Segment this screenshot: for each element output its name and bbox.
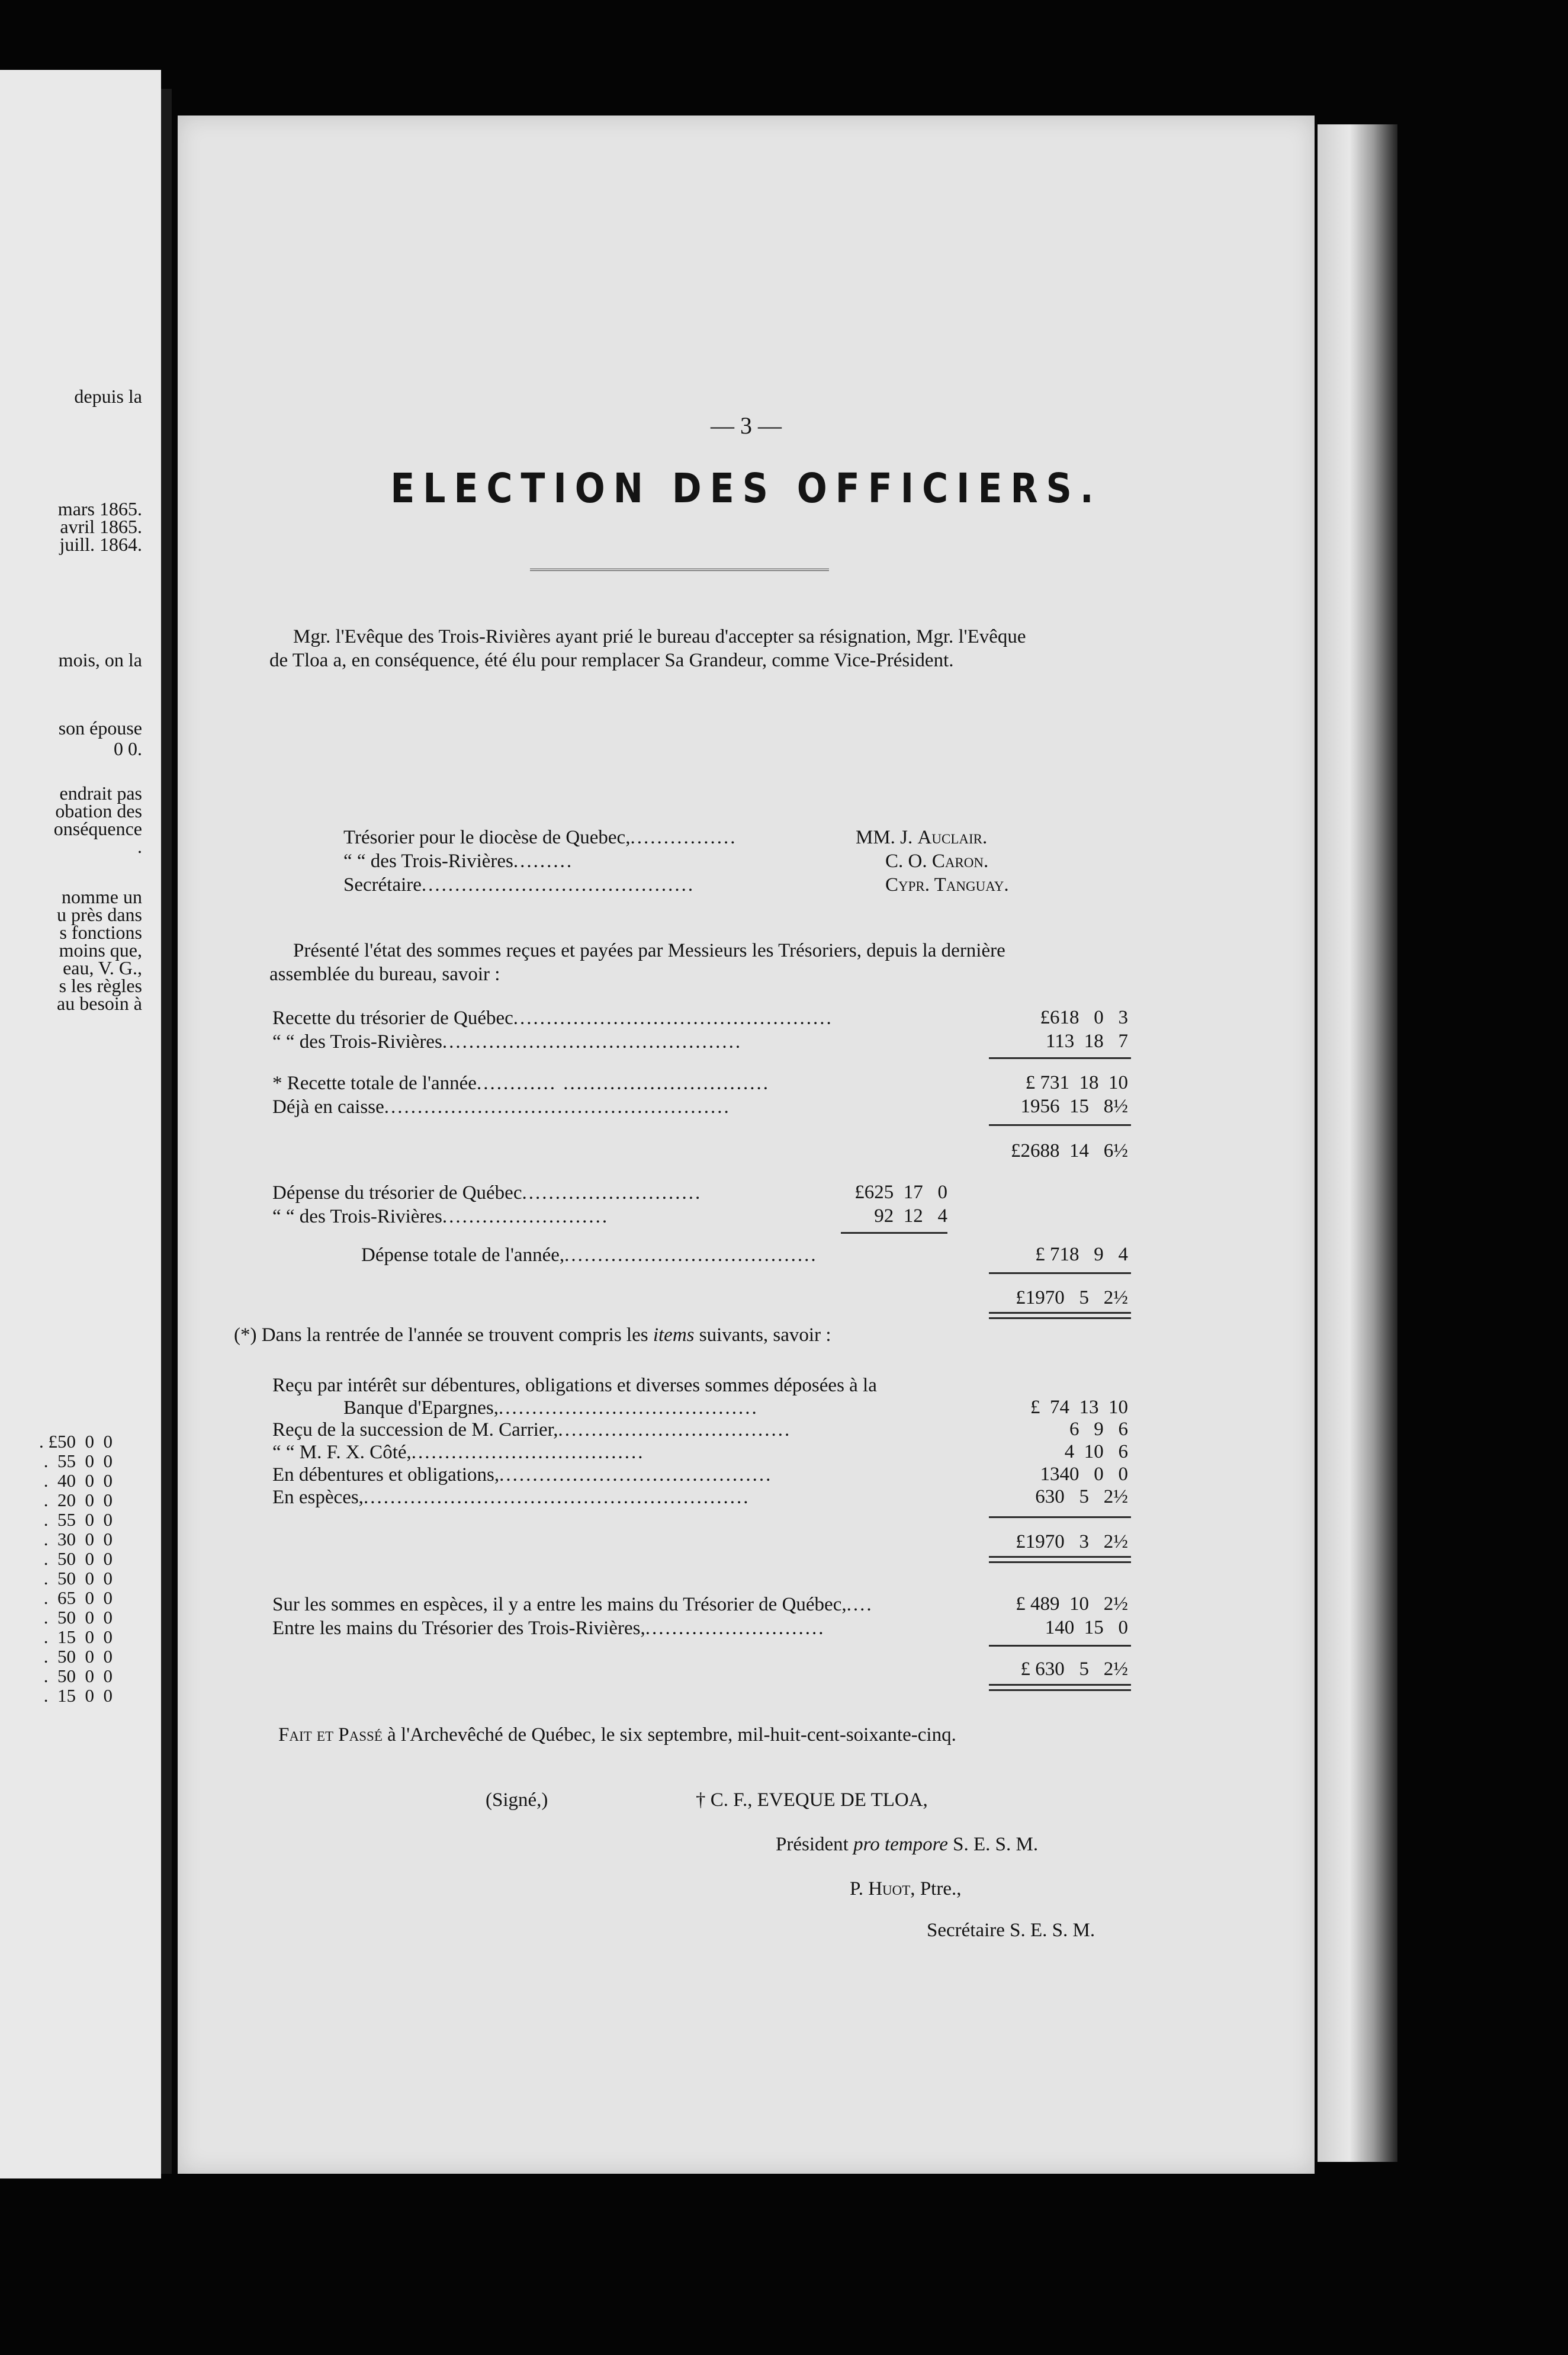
cash-line-amount: 140 15 0 bbox=[1045, 1617, 1128, 1638]
fragment-text: s fonctions bbox=[59, 922, 142, 943]
items-total: £1970 3 2½ bbox=[1016, 1531, 1128, 1552]
pro-tempore: pro tempore bbox=[853, 1834, 948, 1855]
ledger-amount: . 15 0 0 bbox=[43, 1626, 113, 1647]
leader-dots: ......................................... bbox=[499, 1464, 773, 1485]
leader-dots: ............................................. bbox=[442, 1031, 743, 1053]
page-gutter bbox=[161, 89, 172, 2174]
item-label: “ “ M. F. X. Côté, bbox=[272, 1442, 412, 1463]
ledger-amount: . 50 0 0 bbox=[43, 1548, 113, 1569]
leader-dots: ................................... bbox=[558, 1419, 792, 1440]
expense-row bbox=[272, 1182, 702, 1204]
statement-line: Présenté l'état des sommes reçues et payées par Messieurs les Trésoriers, depuis la dernière bbox=[293, 940, 1005, 961]
signed-label: (Signé,) bbox=[486, 1789, 548, 1811]
secretary-line: Secrétaire S. E. S. M. bbox=[927, 1920, 1095, 1941]
item-label: Banque d'Epargnes, bbox=[343, 1397, 499, 1419]
sum-rule bbox=[989, 1272, 1131, 1274]
closing-text: à l'Archevêché de Québec, le six septembre, mil-huit-cent-soixante-cinq. bbox=[387, 1724, 956, 1746]
item-label: En espèces, bbox=[272, 1487, 364, 1508]
fragment-text: avril 1865. bbox=[60, 516, 142, 537]
expense-amount: £625 17 0 bbox=[854, 1182, 947, 1203]
item-label: Reçu par intérêt sur débentures, obligations et diverses sommes déposées à la bbox=[272, 1375, 877, 1396]
president-title: Président bbox=[776, 1834, 849, 1855]
fragment-text: depuis la bbox=[74, 386, 142, 407]
receipt-row bbox=[272, 1031, 742, 1053]
expense-label: “ “ des Trois-Rivières bbox=[272, 1206, 442, 1227]
total-receipts-row bbox=[272, 1072, 770, 1095]
cash-on-hand-label: Déjà en caisse bbox=[272, 1096, 384, 1118]
items-note-text: (*) Dans la rentrée de l'année se trouvent compris les bbox=[234, 1324, 648, 1346]
closing-lead: Fait et Passé bbox=[278, 1724, 383, 1746]
ledger-amount: . 50 0 0 bbox=[43, 1568, 113, 1589]
ledger-amount: . £50 0 0 bbox=[39, 1431, 113, 1452]
intro-line: Mgr. l'Evêque des Trois-Rivières ayant prié le bureau d'accepter sa résignation, Mgr. l'Evêque bbox=[293, 626, 1026, 647]
ledger-amount: . 55 0 0 bbox=[43, 1451, 113, 1471]
page-edge-stack bbox=[1318, 124, 1397, 2162]
page-title: ELECTION DES OFFICIERS. bbox=[390, 464, 1102, 513]
fragment-text: nomme un bbox=[62, 886, 142, 907]
statement-paragraph bbox=[269, 939, 1005, 986]
signer-name: † C. F., EVEQUE DE TLOA, bbox=[696, 1789, 928, 1811]
officer-role: Secrétaire bbox=[343, 874, 422, 896]
items-word: items bbox=[653, 1324, 695, 1346]
fragment-text: 0 0. bbox=[114, 738, 142, 759]
total-receipts-label: * Recette totale de l'année bbox=[272, 1073, 477, 1094]
leader-dots: ................ bbox=[630, 827, 737, 848]
receipt-amount: £618 0 3 bbox=[1040, 1007, 1128, 1028]
item-row bbox=[272, 1464, 772, 1486]
ledger-amount: . 20 0 0 bbox=[43, 1490, 113, 1510]
society-abbr: S. E. S. M. bbox=[953, 1834, 1039, 1855]
double-rule bbox=[989, 1556, 1131, 1563]
receipt-row bbox=[272, 1007, 833, 1029]
double-rule bbox=[989, 1312, 1131, 1319]
officer-row bbox=[343, 874, 695, 896]
officer-role: “ “ des Trois-Rivières bbox=[343, 851, 513, 872]
previous-page-fragment bbox=[0, 70, 161, 2178]
total-expenses-label: Dépense totale de l'année, bbox=[361, 1244, 565, 1266]
cash-line-label: Sur les sommes en espèces, il y a entre les mains du Trésorier de Québec, bbox=[272, 1594, 847, 1615]
leader-dots: ............ ............................... bbox=[476, 1073, 770, 1094]
officer-name bbox=[885, 874, 1009, 896]
officer-surname: Caron. bbox=[931, 851, 989, 872]
leader-dots: ......................... bbox=[442, 1206, 609, 1227]
officer-initials: MM. J. bbox=[856, 827, 913, 848]
fragment-text: juill. 1864. bbox=[59, 534, 142, 555]
fragment-text: u près dans bbox=[57, 904, 142, 925]
document-page bbox=[178, 115, 1315, 2174]
fragment-text: mars 1865. bbox=[57, 498, 142, 519]
total-expenses-amount: £ 718 9 4 bbox=[1035, 1244, 1128, 1265]
officer-row bbox=[343, 850, 573, 872]
officer-surname: Auclair. bbox=[917, 827, 988, 848]
title-rule bbox=[530, 563, 829, 571]
cash-line-label: Entre les mains du Trésorier des Trois-Rivières, bbox=[272, 1618, 645, 1639]
item-row bbox=[272, 1486, 750, 1509]
items-note bbox=[234, 1324, 831, 1346]
priest-line bbox=[850, 1878, 961, 1900]
cash-line-amount: £ 489 10 2½ bbox=[1016, 1593, 1128, 1615]
fragment-text: moins que, bbox=[59, 939, 142, 961]
leader-dots: .......................................................... bbox=[363, 1487, 750, 1508]
fragment-text: obation des bbox=[55, 800, 142, 822]
fragment-text: au besoin à bbox=[57, 993, 142, 1014]
grand-total: £2688 14 6½ bbox=[1011, 1140, 1128, 1162]
sum-rule bbox=[989, 1124, 1131, 1126]
officer-initials: C. O. bbox=[885, 851, 927, 872]
leader-dots: ......................................... bbox=[421, 874, 695, 896]
total-expenses-row bbox=[361, 1244, 818, 1266]
cash-line-row bbox=[272, 1617, 825, 1639]
balance: £1970 5 2½ bbox=[1016, 1287, 1128, 1308]
closing-statement bbox=[278, 1724, 956, 1746]
intro-line: de Tloa a, en conséquence, été élu pour remplacer Sa Grandeur, comme Vice-Président. bbox=[269, 650, 954, 671]
leader-dots: .... bbox=[846, 1594, 873, 1615]
expense-row bbox=[272, 1205, 609, 1228]
leader-dots: ....................................... bbox=[498, 1397, 759, 1419]
receipt-label: Recette du trésorier de Québec bbox=[272, 1008, 513, 1029]
ledger-amount: . 65 0 0 bbox=[43, 1587, 113, 1608]
leader-dots: .................................................... bbox=[384, 1096, 731, 1118]
item-row bbox=[272, 1441, 645, 1464]
ledger-amount: . 50 0 0 bbox=[43, 1666, 113, 1686]
cash-total: £ 630 5 2½ bbox=[1020, 1658, 1128, 1680]
priest-title: Ptre., bbox=[920, 1878, 962, 1900]
item-label: En débentures et obligations, bbox=[272, 1464, 500, 1485]
fragment-text: son épouse bbox=[58, 717, 142, 739]
receipt-amount: 113 18 7 bbox=[1045, 1031, 1128, 1052]
officer-name bbox=[856, 826, 987, 849]
intro-paragraph bbox=[269, 625, 1223, 672]
sum-rule bbox=[841, 1232, 947, 1234]
item-amount: 630 5 2½ bbox=[1035, 1486, 1128, 1507]
cash-on-hand-amount: 1956 15 8½ bbox=[1020, 1096, 1128, 1117]
sum-rule bbox=[989, 1645, 1131, 1647]
double-rule bbox=[989, 1684, 1131, 1691]
item-row bbox=[272, 1374, 877, 1397]
cash-line-row bbox=[272, 1593, 873, 1616]
total-receipts-amount: £ 731 18 10 bbox=[1025, 1072, 1128, 1093]
ledger-amount: . 40 0 0 bbox=[43, 1470, 113, 1491]
fragment-text: eau, V. G., bbox=[63, 957, 142, 978]
priest-initial: P. bbox=[850, 1878, 863, 1900]
ledger-amount: . 50 0 0 bbox=[43, 1646, 113, 1667]
item-amount: £ 74 13 10 bbox=[1030, 1397, 1128, 1418]
items-note-end: suivants, savoir : bbox=[699, 1324, 831, 1346]
receipt-label: “ “ des Trois-Rivières bbox=[272, 1031, 442, 1053]
leader-dots: ........................... bbox=[522, 1182, 702, 1204]
leader-dots: ................................... bbox=[411, 1442, 645, 1463]
leader-dots: ...................................... bbox=[564, 1244, 818, 1266]
item-amount: 4 10 6 bbox=[1064, 1441, 1128, 1462]
officer-row bbox=[343, 826, 737, 849]
item-label: Reçu de la succession de M. Carrier, bbox=[272, 1419, 558, 1440]
page-number: — 3 — bbox=[711, 412, 782, 439]
president-line bbox=[776, 1833, 1038, 1856]
statement-line: assemblée du bureau, savoir : bbox=[269, 964, 500, 985]
expense-label: Dépense du trésorier de Québec bbox=[272, 1182, 522, 1204]
leader-dots: ........................... bbox=[645, 1618, 825, 1639]
item-amount: 1340 0 0 bbox=[1040, 1464, 1128, 1485]
priest-surname: Huot, bbox=[868, 1878, 915, 1900]
ledger-amount: . 50 0 0 bbox=[43, 1607, 113, 1628]
item-row bbox=[272, 1419, 791, 1441]
ledger-amount: . 55 0 0 bbox=[43, 1509, 113, 1530]
leader-dots: ................................................ bbox=[513, 1008, 833, 1029]
fragment-text: onséquence bbox=[53, 818, 142, 839]
cash-on-hand-row bbox=[272, 1096, 731, 1118]
officer-name bbox=[885, 850, 988, 872]
fragment-text: s les règles bbox=[59, 975, 142, 996]
sum-rule bbox=[989, 1516, 1131, 1518]
sum-rule bbox=[989, 1057, 1131, 1059]
leader-dots: ......... bbox=[513, 851, 574, 872]
ledger-amount: . 15 0 0 bbox=[43, 1685, 113, 1706]
fragment-text: endrait pas bbox=[59, 782, 142, 804]
fragment-text: mois, on la bbox=[58, 649, 142, 670]
officer-role: Trésorier pour le diocèse de Quebec, bbox=[343, 827, 631, 848]
item-amount: 6 9 6 bbox=[1069, 1419, 1128, 1440]
expense-amount: 92 12 4 bbox=[874, 1205, 947, 1227]
fragment-text: . bbox=[137, 836, 142, 857]
officer-surname: Cypr. Tanguay. bbox=[885, 874, 1009, 896]
ledger-amount: . 30 0 0 bbox=[43, 1529, 113, 1549]
item-row bbox=[343, 1397, 759, 1419]
